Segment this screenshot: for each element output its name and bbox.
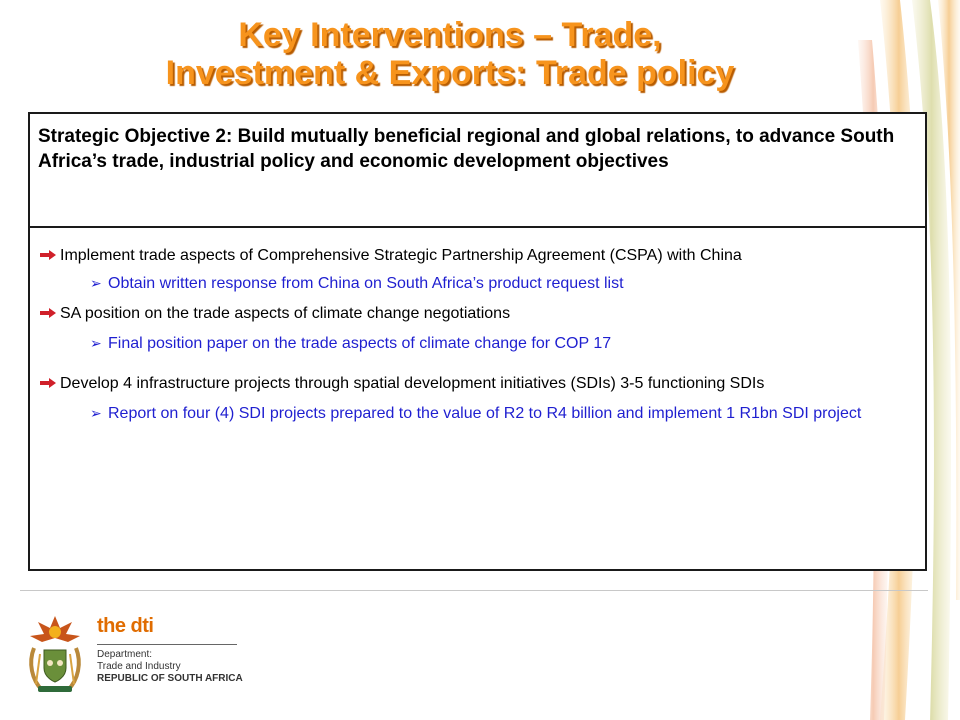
page-title xyxy=(60,16,840,92)
dti-logo-text xyxy=(97,615,243,685)
list-item-text: Implement trade aspects of Comprehensive Strategic Partnership Agreement (CSPA) with China xyxy=(60,247,742,264)
title-line-2: Investment & Exports: Trade policy xyxy=(165,54,735,92)
list-item xyxy=(38,302,915,326)
dept-line-3: REPUBLIC OF SOUTH AFRICA xyxy=(97,673,243,684)
footer-divider xyxy=(20,590,928,591)
list-item-text: Develop 4 infrastructure projects through spatial development initiatives (SDIs) 3-5 functioning SDIs xyxy=(60,375,765,392)
list-item-text: SA position on the trade aspects of climate change negotiations xyxy=(60,305,511,322)
dti-rule xyxy=(97,644,237,645)
intervention-list xyxy=(30,228,925,426)
sub-item-text: Report on four (4) SDI projects prepared to the value of R2 to R4 billion and implement 1 R1bn SDI project xyxy=(108,405,862,422)
sub-item xyxy=(38,332,915,356)
red-arrow-icon xyxy=(40,378,56,388)
red-arrow-icon xyxy=(40,250,56,260)
chevron-right-icon: ➢ xyxy=(90,406,102,422)
content-box xyxy=(28,112,927,571)
list-item xyxy=(38,372,915,396)
list-item xyxy=(38,244,915,268)
dept-line-2: Trade and Industry xyxy=(97,661,181,672)
strategic-objective: Strategic Objective 2: Build mutually beneficial regional and global relations, to advance South Africa’s trade, industrial policy and economic development objectives xyxy=(30,114,925,228)
title-line-1: Key Interventions – Trade, xyxy=(238,16,662,54)
dept-line-1: Department: xyxy=(97,649,153,660)
sub-item xyxy=(38,272,915,296)
sub-item-text: Obtain written response from China on South Africa’s product request list xyxy=(108,275,624,292)
sub-item xyxy=(38,402,915,426)
chevron-right-icon: ➢ xyxy=(90,336,102,352)
chevron-right-icon: ➢ xyxy=(90,276,102,292)
coat-of-arms-icon xyxy=(20,608,90,698)
sub-item-text: Final position paper on the trade aspects of climate change for COP 17 xyxy=(108,335,612,352)
red-arrow-icon xyxy=(40,308,56,318)
dti-brand: the dti xyxy=(97,615,154,637)
